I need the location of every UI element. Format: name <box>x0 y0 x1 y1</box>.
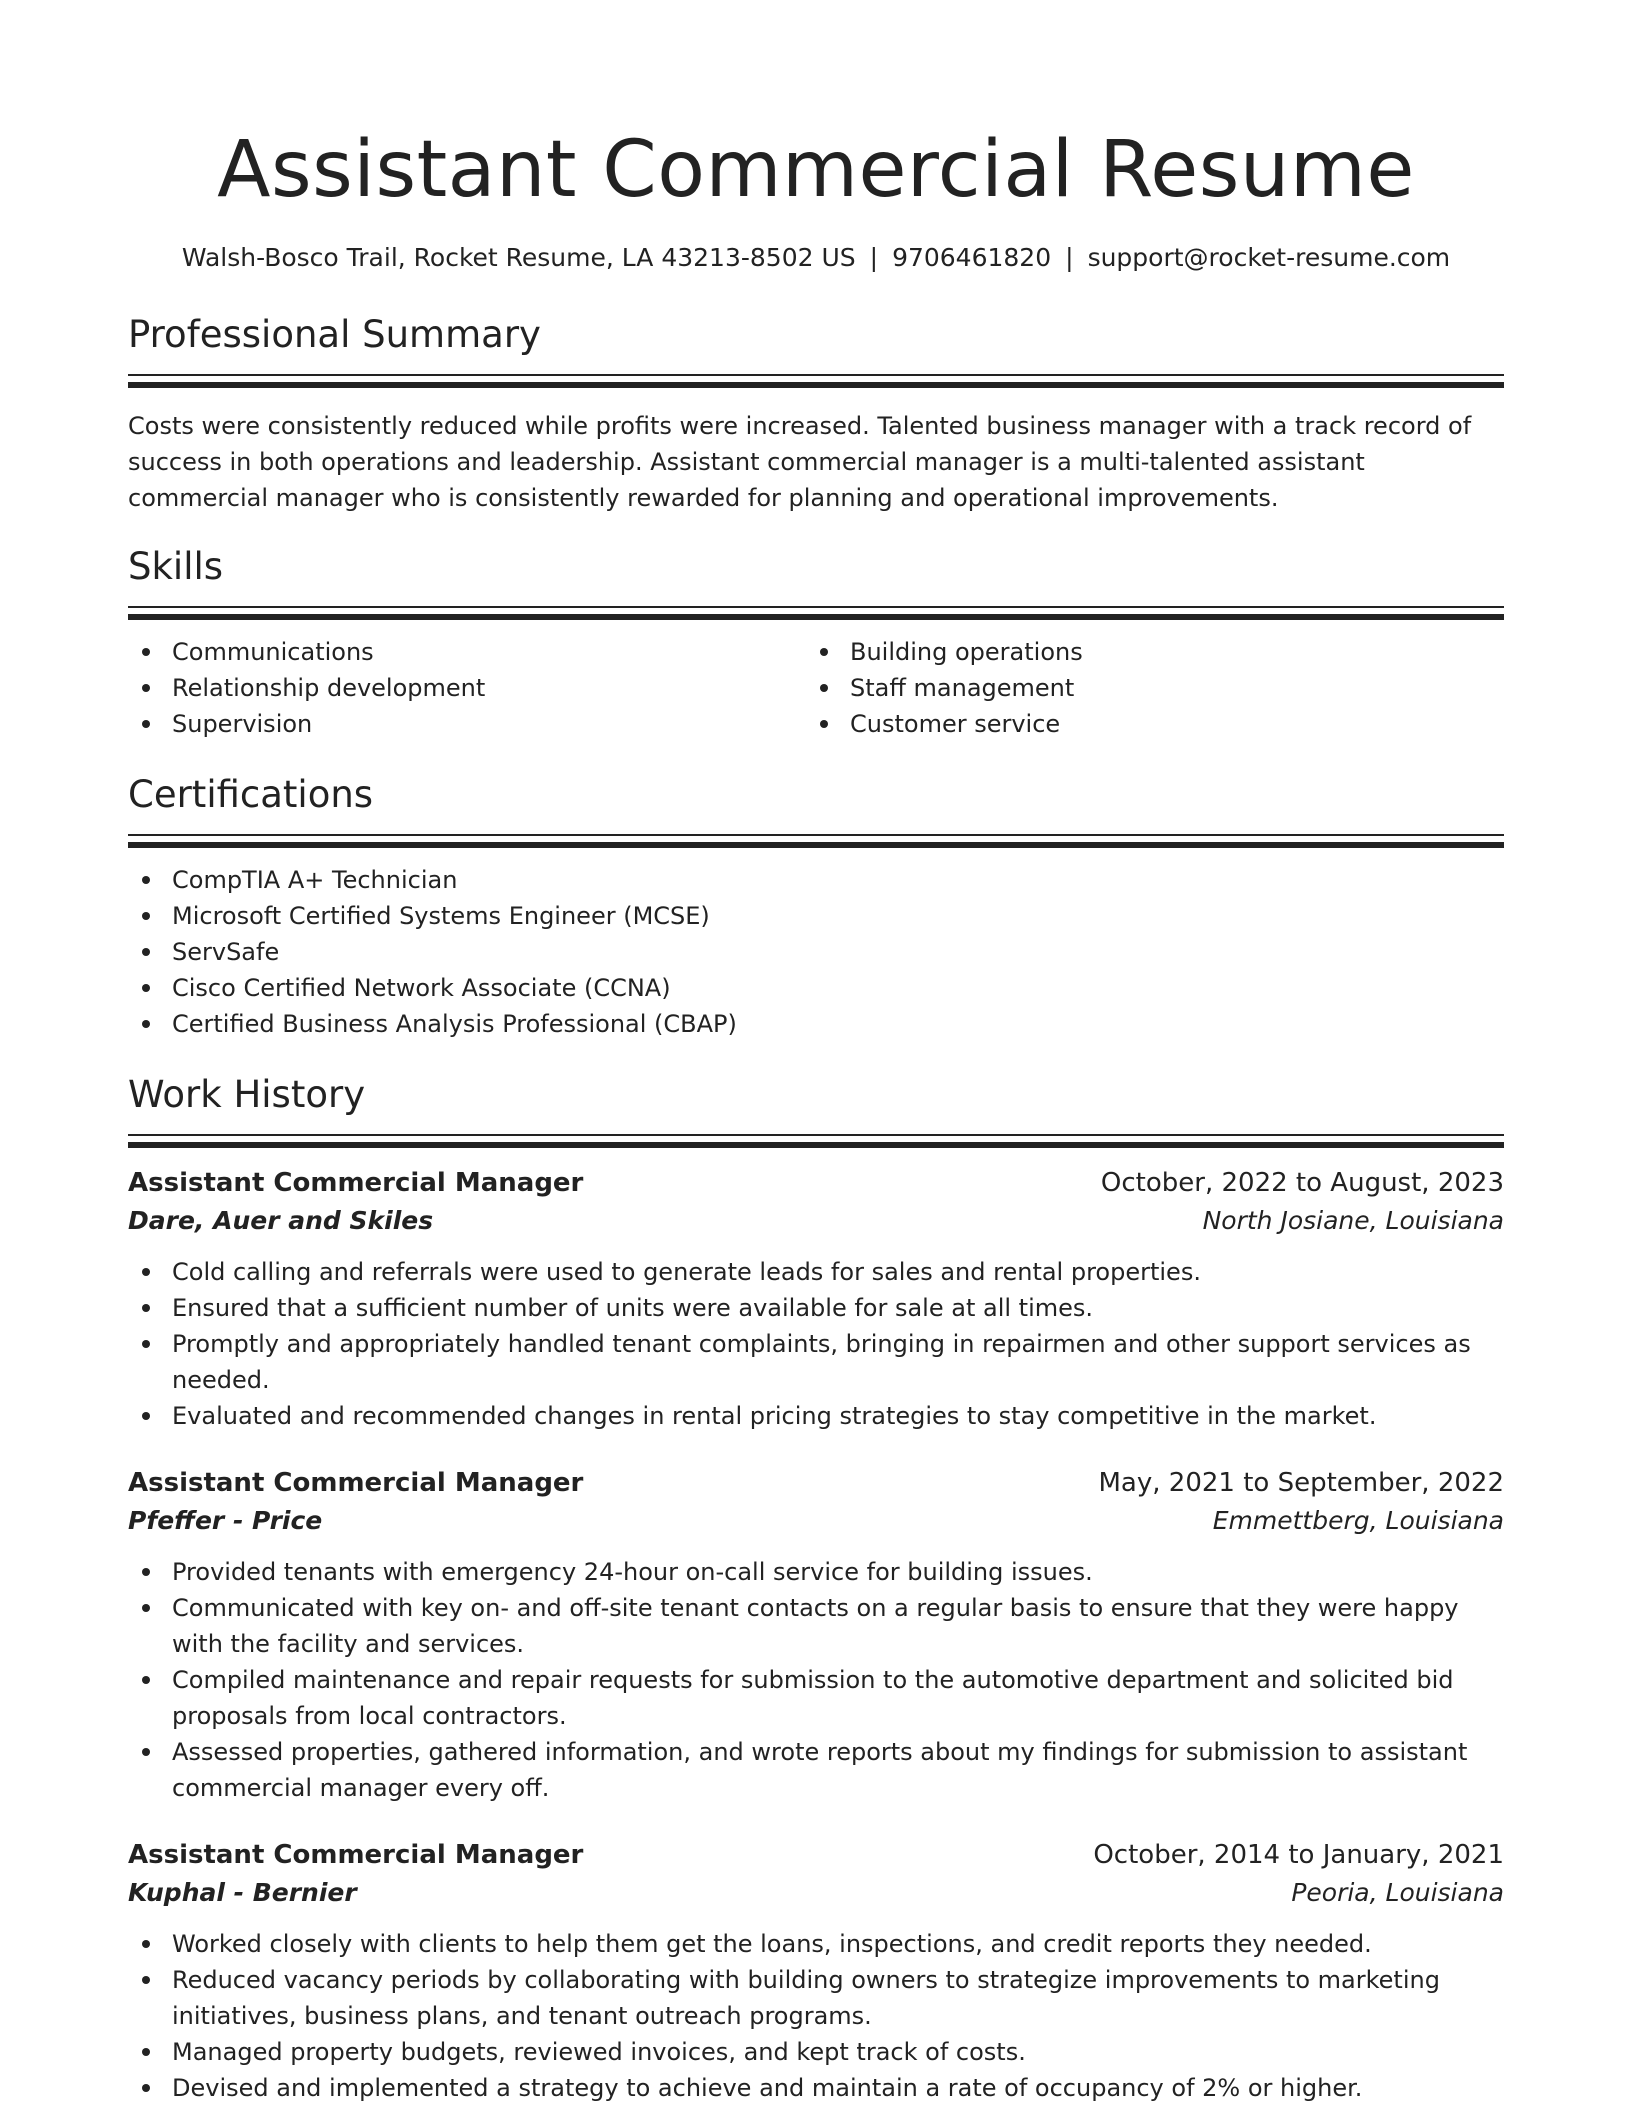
job-bullets <box>128 1254 1504 1434</box>
summary-section <box>128 310 1504 516</box>
skill-item: Building operations <box>806 634 1484 670</box>
job-bullet: Communicated with key on- and off-site tenant contacts on a regular basis to ensure that they were happy with the facility and services. <box>128 1590 1504 1662</box>
job-dates: May, 2021 to September, 2022 <box>1098 1468 1504 1498</box>
job-subheader <box>128 1502 1504 1540</box>
skills-list-left <box>128 634 806 742</box>
job-header <box>128 1836 1504 1874</box>
skill-item: Supervision <box>128 706 806 742</box>
job-company: Pfeffer - Price <box>128 1506 323 1535</box>
job-title: Assistant Commercial Manager <box>128 1468 584 1498</box>
resume-name: Assistant Commercial Resume <box>217 125 1415 215</box>
job-location: Peoria, Louisiana <box>1291 1878 1504 1907</box>
job-entry <box>128 1836 1504 2106</box>
job-entry <box>128 1464 1504 1806</box>
contact-address: Walsh-Bosco Trail, Rocket Resume, LA 43213-8502 US <box>181 243 856 272</box>
certifications-section <box>128 770 1504 1042</box>
certification-item: Microsoft Certified Systems Engineer (MCSE) <box>128 898 1504 934</box>
job-subheader <box>128 1874 1504 1912</box>
job-entry <box>128 1164 1504 1434</box>
work-history-section <box>128 1070 1504 2106</box>
summary-text: Costs were consistently reduced while profits were increased. Talented business manager with a track record of success in both operations and leadership. Assistant commercial manager is a multi-talented assistant commercial manager who is consistently rewarded for planning and operational improvements. <box>128 412 1472 512</box>
certification-item: ServSafe <box>128 934 1504 970</box>
job-subheader <box>128 1202 1504 1240</box>
skill-item: Communications <box>128 634 806 670</box>
job-bullet: Worked closely with clients to help them get the loans, inspections, and credit reports they needed. <box>128 1926 1504 1962</box>
skill-item: Customer service <box>806 706 1484 742</box>
job-location: Emmettberg, Louisiana <box>1212 1506 1504 1535</box>
section-rule <box>128 834 1504 848</box>
contact-phone: 9706461820 <box>892 243 1052 272</box>
certification-item: Certified Business Analysis Professional (CBAP) <box>128 1006 1504 1042</box>
contact-line <box>128 240 1504 276</box>
job-header <box>128 1164 1504 1202</box>
section-rule <box>128 1134 1504 1148</box>
job-bullet: Cold calling and referrals were used to generate leads for sales and rental properties. <box>128 1254 1504 1290</box>
contact-separator: | <box>869 243 879 272</box>
job-dates: October, 2022 to August, 2023 <box>1100 1168 1504 1198</box>
section-rule <box>128 374 1504 388</box>
skills-columns <box>128 634 1504 742</box>
job-bullets <box>128 1554 1504 1806</box>
section-title-work-history: Work History <box>128 1073 366 1116</box>
job-bullet: Reduced vacancy periods by collaborating with building owners to strategize improvements to marketing initiatives, business plans, and tenant outreach programs. <box>128 1962 1504 2034</box>
job-bullet: Managed property budgets, reviewed invoices, and kept track of costs. <box>128 2034 1504 2070</box>
skill-item: Relationship development <box>128 670 806 706</box>
job-bullet: Devised and implemented a strategy to achieve and maintain a rate of occupancy of 2% or higher. <box>128 2070 1504 2106</box>
job-bullet: Provided tenants with emergency 24-hour on-call service for building issues. <box>128 1554 1504 1590</box>
certification-item: Cisco Certified Network Associate (CCNA) <box>128 970 1504 1006</box>
job-bullet: Evaluated and recommended changes in rental pricing strategies to stay competitive in the market. <box>128 1398 1504 1434</box>
skill-item: Staff management <box>806 670 1484 706</box>
section-title-certifications: Certifications <box>128 773 374 816</box>
job-title: Assistant Commercial Manager <box>128 1840 584 1870</box>
job-bullet: Ensured that a sufficient number of units were available for sale at all times. <box>128 1290 1504 1326</box>
job-location: North Josiane, Louisiana <box>1202 1206 1504 1235</box>
contact-separator: | <box>1065 243 1074 272</box>
job-dates: October, 2014 to January, 2021 <box>1093 1840 1504 1870</box>
section-title-skills: Skills <box>128 545 224 588</box>
job-bullets <box>128 1926 1504 2106</box>
section-rule <box>128 606 1504 620</box>
job-bullet: Promptly and appropriately handled tenant complaints, bringing in repairmen and other support services as needed. <box>128 1326 1504 1398</box>
resume-content <box>128 0 1504 2106</box>
job-bullet: Assessed properties, gathered information, and wrote reports about my findings for submission to assistant commercial manager every off. <box>128 1734 1504 1806</box>
skills-section <box>128 542 1504 742</box>
job-company: Kuphal - Bernier <box>128 1878 357 1907</box>
job-title: Assistant Commercial Manager <box>128 1168 584 1198</box>
job-header <box>128 1464 1504 1502</box>
skills-list-right <box>806 634 1484 742</box>
certifications-list <box>128 862 1504 1042</box>
job-bullet: Compiled maintenance and repair requests for submission to the automotive department and solicited bid proposals from local contractors. <box>128 1662 1504 1734</box>
section-title-summary: Professional Summary <box>128 313 541 356</box>
certification-item: CompTIA A+ Technician <box>128 862 1504 898</box>
job-company: Dare, Auer and Skiles <box>128 1206 434 1235</box>
contact-email: support@rocket-resume.com <box>1087 243 1451 272</box>
